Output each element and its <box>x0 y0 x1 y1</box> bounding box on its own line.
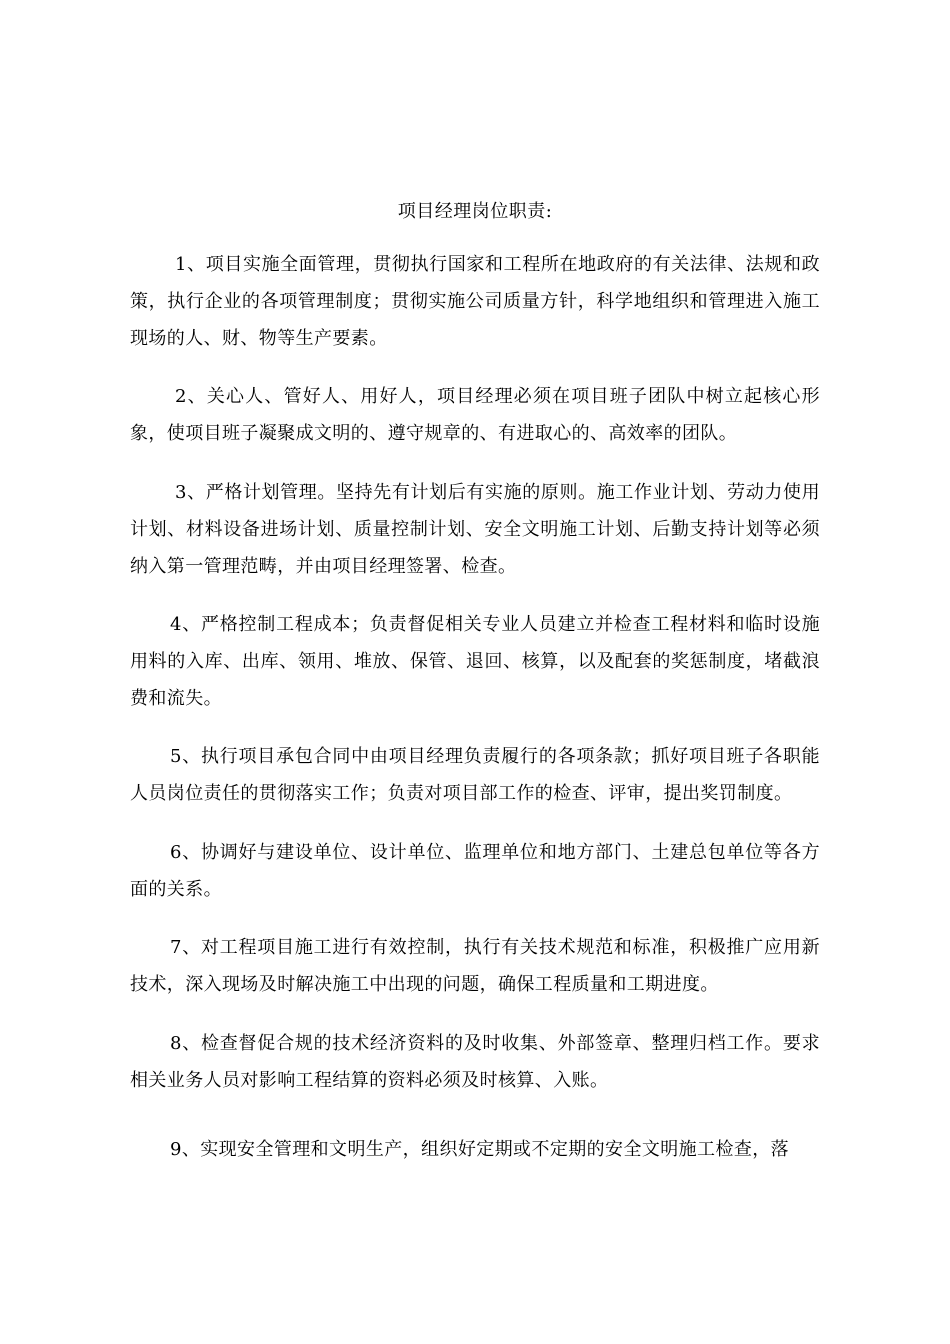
document-title: 项目经理岗位职责: <box>397 201 553 222</box>
paragraph-6: 6、协调好与建设单位、设计单位、监理单位和地方部门、土建总包单位等各方面的关系。 <box>130 842 820 900</box>
paragraph-1: 1、项目实施全面管理，贯彻执行国家和工程所在地政府的有关法律、法规和政策，执行企业的各项管理制度；贯彻实施公司质量方针，科学地组织和管理进入施工现场的人、财、物等生产要素。 <box>130 254 820 349</box>
paragraph-4: 4、严格控制工程成本；负责督促相关专业人员建立并检查工程材料和临时设施用料的入库、出库、领用、堆放、保管、退回、核算，以及配套的奖惩制度，堵截浪费和流失。 <box>130 614 820 709</box>
paragraph-8: 8、检查督促合规的技术经济资料的及时收集、外部签章、整理归档工作。要求相关业务人员对影响工程结算的资料必须及时核算、入账。 <box>130 1033 820 1091</box>
paragraph-2: 2、关心人、管好人、用好人，项目经理必须在项目班子团队中树立起核心形象，使项目班子凝聚成文明的、遵守规章的、有进取心的、高效率的团队。 <box>130 386 820 444</box>
paragraph-3: 3、严格计划管理。坚持先有计划后有实施的原则。施工作业计划、劳动力使用计划、材料设备进场计划、质量控制计划、安全文明施工计划、后勤支持计划等必须纳入第一管理范畴，并由项目经理签署、检查。 <box>130 482 820 577</box>
paragraph-5: 5、执行项目承包合同中由项目经理负责履行的各项条款；抓好项目班子各职能人员岗位责任的贯彻落实工作；负责对项目部工作的检查、评审，提出奖罚制度。 <box>130 746 820 804</box>
paragraph-9: 9、实现安全管理和文明生产，组织好定期或不定期的安全文明施工检查，落 <box>170 1139 790 1160</box>
paragraph-7: 7、对工程项目施工进行有效控制，执行有关技术规范和标准，积极推广应用新技术，深入现场及时解决施工中出现的问题，确保工程质量和工期进度。 <box>130 937 820 995</box>
